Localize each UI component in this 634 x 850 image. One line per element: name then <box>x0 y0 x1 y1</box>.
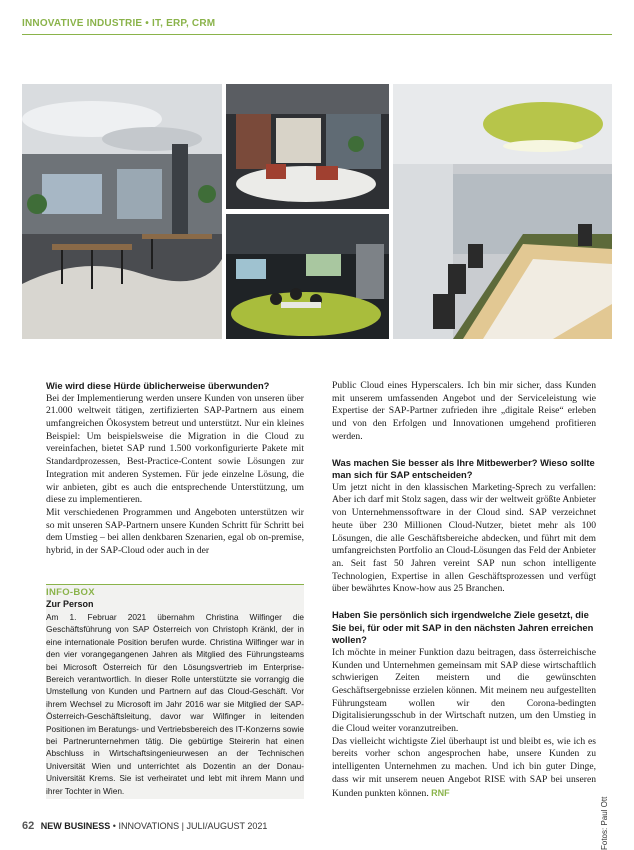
info-box-subtitle: Zur Person <box>46 599 94 609</box>
section-label: INNOVATIVE INDUSTRIE • IT, ERP, CRM <box>22 18 216 29</box>
answer-1-end: Public Cloud eines Hyperscalers. Ich bin mir sicher, dass Kunden mit unserem umfassenden Angebot und der Serviceleistung wie Expertise der SAP-Partner zufrieden ihre „digitale Reise“ erleben und von den Erfolgen und Innovationen umgehend profitieren werden. <box>332 380 596 442</box>
footer-separator: • <box>112 821 116 831</box>
conference-room-photo <box>393 84 612 339</box>
answer-3-final: Das vielleicht wichtigste Ziel überhaupt ist und bleibt es, wie ich es bereits vorher schon angesprochen habe, unsere Kunden zu intelligenten Unternehmen zu machen. Und ich bin guter Dinge, dass wir mit unserem neuen Angebot RISE with SAP bei unseren Kunden punkten können. <box>332 735 596 799</box>
info-box-title: INFO-BOX <box>46 584 304 598</box>
photo-credit: Fotos: Paul Ott <box>600 796 609 850</box>
answer-2: Um jetzt nicht in den klassischen Marketing-Sprech zu verfallen: Aber ich darf mit Stolz sagen, dass wir der weltweit größte Anbieter von Unternehmenssoftware in der Cloud sind. SAP verzeichnet heute über 230 Millionen Cloud-Nutzer, bietet mehr als 100 Lösungen, die alle Geschäftsbereiche abdecken, und führt mit dem umfangreichsten Portfolio an Cloud-Lösungen das Feld der Anbieter an. Seit fast 50 Jahren vereint SAP nun schon intelligente Technologien, Expertise in allen Geschäftsprozessen und verfügt über bewährtes Know-how aus 25 Branchen. <box>332 481 596 595</box>
info-box <box>46 584 304 799</box>
answer-3: Ich möchte in meiner Funktion dazu beitragen, dass österreichische Kunden und Unternehmen gemeinsam mit SAP diese wirtschaftlich schwierigen Zeiten meistern und die gewünschten Geschäftsergebnisse erzielen können. Mit meinem neu aufgestellten Führungsteam wollen wir den Corona-bedingten Digitalisierungsschub in der Wirtschaft nutzen, um den Umstieg in die Cloud weiter voranzutreiben. <box>332 646 596 735</box>
answer-3-continued <box>332 736 596 801</box>
article-column-left <box>46 380 304 558</box>
question-2: Was machen Sie besser als Ihre Mitbewerber? Wieso sollte man sich für SAP entscheiden? <box>332 456 595 481</box>
green-meeting-area-photo <box>226 214 389 339</box>
article-column-right <box>332 380 596 800</box>
question-3: Haben Sie persönlich sich irgendwelche Ziele gesetzt, die Sie bei, für oder mit SAP in den nächsten Jahren erreichen wollen? <box>332 609 594 646</box>
office-lounge-photo <box>226 84 389 209</box>
footer-divider: | <box>181 821 184 831</box>
open-office-cafeteria-photo <box>22 84 222 339</box>
footer-section: INNOVATIONS <box>118 821 180 831</box>
page-footer <box>22 820 267 832</box>
answer-1-continued: Mit verschiedenen Programmen und Angeboten unterstützen wir so mit unseren SAP-Partnern unsere Kunden Schritt für Schritt bei dem Umstieg – bei allen denkbaren Szenarien, egal ob on-premise, hybrid, in der SAP-Cloud oder auch in der <box>46 506 304 557</box>
question-1: Wie wird diese Hürde üblicherweise überwunden? <box>46 380 270 391</box>
answer-1: Bei der Implementierung werden unsere Kunden von unseren über 21.000 weltweit tätigen, zertifizierten SAP-Partnern aus einem umfangreichen Ökosystem betreut und unterstützt. Nur ein kleines Beispiel: Um beispielsweise die Migration in die Cloud zu vereinfachen, bietet SAP rund 1.500 vorkonfigurierte Pakete mit Standardprozessen, Best-Practice-Content sowie Lösungen zur Integration mit anderen Systemen. Für jede einzelne Lösung, die wir anbieten, gibt es auch die entsprechende Unterstützung, um diese zu implementieren. <box>46 392 304 506</box>
info-box-text: Am 1. Februar 2021 übernahm Christina Wilfinger die Geschäftsführung von SAP Österreich von Christoph Kränkl, der in eine internationale Position berufen wurde. Christina Wilfinger war in den vier vorangegangenen Jahren als Mitglied des Führungsteams bei Microsoft Österreich für den Lösungsvertrieb im Enterprise-Bereich verantwortlich. In dieser Rolle unterstützte sie vorrangig die Umstellung von Kunden und Partnern auf das Cloud-Geschäft. Vor ihrem Wechsel zu Microsoft im Jahr 2016 war sie Mitglied der SAP-Österreich-Geschäftsleitung, davor war Wilfinger in leitenden Positionen im Beratungs- und Vertriebsbereich des IT-Konzerns sowie bei Partnerunternehmen tätig. Die gebürtige Steirerin hat einen Abschluss in Wirtschaftsingenieurwesen an der Technischen Universität Wien und unterrichtet als Dozentin an der Donau-Universität Krems. Sie ist verheiratet und lebt mit ihrem Mann und ihrer Tochter in Wien. <box>46 612 304 796</box>
section-header <box>0 14 634 40</box>
magazine-name: NEW BUSINESS <box>40 821 111 831</box>
header-rule <box>22 34 612 35</box>
page-number: 62 <box>22 820 35 832</box>
author-signoff: RNF <box>431 787 450 798</box>
footer-issue: JULI/AUGUST 2021 <box>186 821 268 831</box>
